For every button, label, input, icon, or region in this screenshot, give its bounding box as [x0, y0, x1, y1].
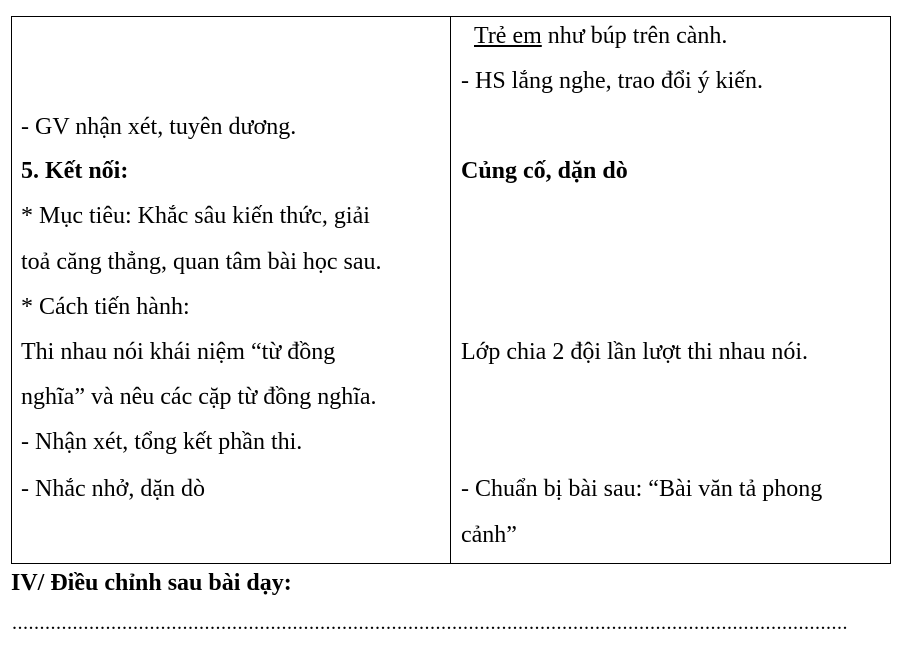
left-line-activity-1: Thi nhau nói khái niệm “từ đồng [21, 339, 336, 365]
left-line-teacher-praise: - GV nhận xét, tuyên dương. [21, 114, 297, 140]
right-line-poem [474, 21, 727, 51]
left-line-activity-2: nghĩa” và nêu các cặp từ đồng nghĩa. [21, 384, 377, 410]
column-divider [450, 17, 451, 563]
section-heading: IV/ Điều chỉnh sau bài dạy: [11, 570, 292, 596]
dotted-fill-line: ........................................................................................................................................................ [12, 612, 848, 634]
right-line-students-listen: - HS lắng nghe, trao đổi ý kiến. [461, 68, 763, 94]
left-line-reminder: - Nhắc nhở, dặn dò [21, 476, 205, 502]
left-line-section-5-heading: 5. Kết nối: [21, 158, 129, 184]
lesson-table [11, 16, 891, 564]
poem-rest: như búp trên cành. [541, 23, 728, 49]
poem-underlined-phrase: Trẻ em [474, 23, 542, 49]
left-line-objective-1: * Mục tiêu: Khắc sâu kiến thức, giải [21, 203, 370, 229]
left-line-summary: - Nhận xét, tổng kết phần thi. [21, 429, 303, 455]
right-line-class-teams: Lớp chia 2 đội lần lượt thi nhau nói. [461, 339, 809, 365]
left-line-procedure: * Cách tiến hành: [21, 294, 190, 320]
left-line-objective-2: toả căng thẳng, quan tâm bài học sau. [21, 249, 382, 275]
right-line-consolidation-heading: Củng cố, dặn dò [461, 158, 628, 184]
right-line-prepare-next: - Chuẩn bị bài sau: “Bài văn tả phong [461, 476, 823, 502]
right-line-prepare-next-cont: cảnh” [461, 522, 517, 548]
